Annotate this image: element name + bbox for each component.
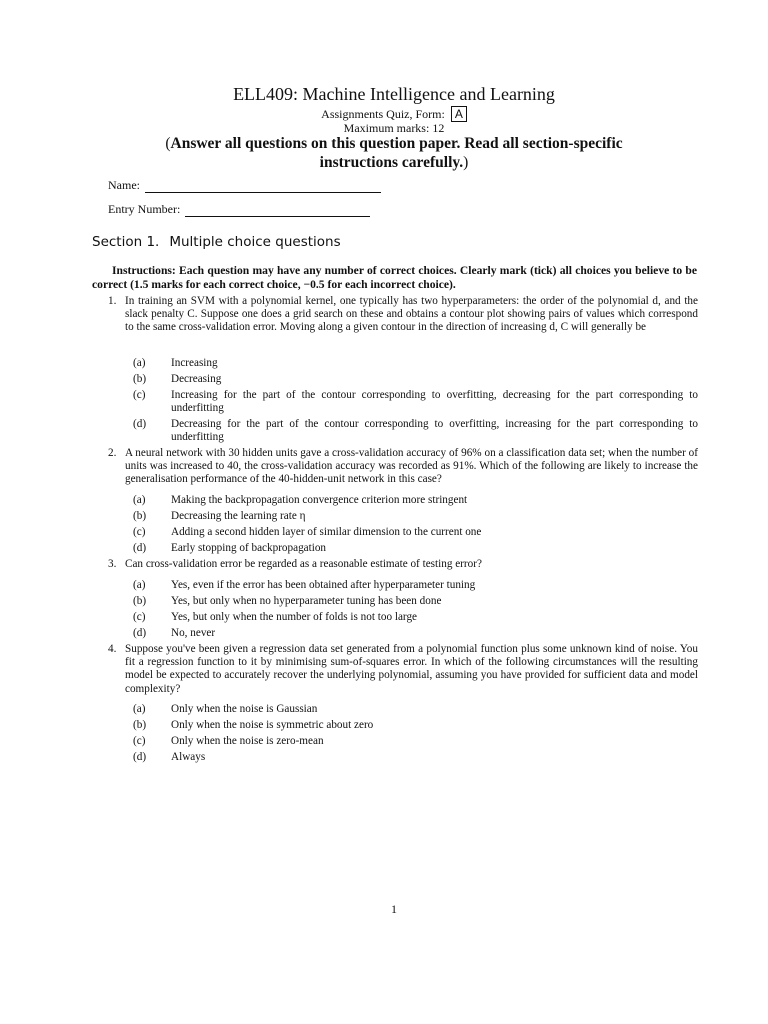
- option-label: (a): [133, 703, 146, 715]
- option-text: Yes, but only when no hyperparameter tuning has been done: [171, 595, 442, 607]
- option-text: Yes, but only when the number of folds is not too large: [171, 611, 418, 623]
- option-label: (b): [133, 510, 147, 522]
- option-label: (c): [133, 611, 146, 623]
- section-number: Section 1.: [92, 234, 160, 250]
- question-4-option-c[interactable]: [133, 735, 698, 748]
- general-instructions: [0, 134, 768, 172]
- question-2-option-a[interactable]: [133, 494, 698, 507]
- instruction-line-1: Answer all questions on this question paper. Read all section-specific: [170, 135, 623, 152]
- option-label: (d): [133, 627, 147, 639]
- option-label: (a): [133, 494, 146, 506]
- option-text: Decreasing the learning rate η: [171, 510, 306, 522]
- name-field[interactable]: [108, 178, 381, 193]
- entry-number-label: Entry Number:: [108, 202, 181, 216]
- option-text: Decreasing for the part of the contour corresponding to overfitting, increasing for the part corresponding to underfitting: [171, 418, 698, 444]
- question-2-option-d[interactable]: [133, 542, 698, 555]
- option-label: (d): [133, 418, 147, 430]
- question-2-option-b[interactable]: [133, 510, 698, 523]
- name-label: Name:: [108, 178, 140, 192]
- option-text: Only when the noise is Gaussian: [171, 703, 318, 715]
- option-text: Early stopping of backpropagation: [171, 542, 327, 554]
- question-3-option-d[interactable]: [133, 627, 698, 640]
- option-label: (a): [133, 357, 146, 369]
- option-text: Only when the noise is symmetric about zero: [171, 719, 374, 731]
- question-1-option-c[interactable]: [133, 389, 698, 415]
- option-label: (c): [133, 526, 146, 538]
- question-4-option-a[interactable]: [133, 703, 698, 716]
- paren-open: (: [165, 135, 171, 152]
- question-number: 1.: [108, 295, 117, 307]
- instruction-line-2: instructions carefully.: [319, 154, 464, 171]
- question-3-option-c[interactable]: [133, 611, 698, 624]
- option-text: Adding a second hidden layer of similar dimension to the current one: [171, 526, 482, 538]
- option-text: Increasing: [171, 357, 218, 369]
- question-4: [108, 643, 698, 696]
- question-text: A neural network with 30 hidden units gave a cross-validation accuracy of 96% on a classification data set; when the number of units was increased to 40, the cross-validation accuracy was recorded as 91%. Which of the following are likely to increase the generalisation performance of the 40-hidden-unit network in this case?: [125, 447, 698, 486]
- question-1-option-a[interactable]: [133, 357, 698, 370]
- question-number: 4.: [108, 643, 117, 655]
- option-text: Increasing for the part of the contour corresponding to overfitting, decreasing for the part corresponding to underfitting: [171, 389, 698, 415]
- question-number: 3.: [108, 558, 117, 570]
- paren-close: ): [463, 154, 469, 171]
- question-1-option-d[interactable]: [133, 418, 698, 444]
- option-label: (a): [133, 579, 146, 591]
- option-text: Always: [171, 751, 206, 763]
- option-label: (b): [133, 595, 147, 607]
- option-label: (b): [133, 373, 147, 385]
- option-label: (c): [133, 735, 146, 747]
- name-blank-line[interactable]: [145, 180, 381, 193]
- quiz-form-line: [0, 106, 768, 122]
- question-2-option-c[interactable]: [133, 526, 698, 539]
- question-4-option-d[interactable]: [133, 751, 698, 764]
- entry-number-field[interactable]: [108, 202, 370, 217]
- option-text: Only when the noise is zero-mean: [171, 735, 324, 747]
- option-label: (c): [133, 389, 146, 401]
- entry-number-blank-line[interactable]: [185, 204, 370, 217]
- question-1-option-b[interactable]: [133, 373, 698, 386]
- option-label: (b): [133, 719, 147, 731]
- question-3: [108, 558, 698, 571]
- option-label: (d): [133, 751, 147, 763]
- page-number: 1: [391, 902, 397, 916]
- question-text: Can cross-validation error be regarded as a reasonable estimate of testing error?: [125, 558, 482, 570]
- option-text: No, never: [171, 627, 216, 639]
- question-3-option-a[interactable]: [133, 579, 698, 592]
- quiz-label: Assignments Quiz, Form:: [321, 107, 445, 121]
- question-3-option-b[interactable]: [133, 595, 698, 608]
- section-heading: [92, 234, 341, 250]
- question-number: 2.: [108, 447, 117, 459]
- option-text: Making the backpropagation convergence criterion more stringent: [171, 494, 468, 506]
- max-marks: Maximum marks: 12: [343, 121, 445, 135]
- option-text: Decreasing: [171, 373, 222, 385]
- question-4-option-b[interactable]: [133, 719, 698, 732]
- section-title: Multiple choice questions: [169, 234, 341, 250]
- option-label: (d): [133, 542, 147, 554]
- page-title: ELL409: Machine Intelligence and Learning: [233, 84, 555, 104]
- question-2: [108, 447, 698, 487]
- question-1: [108, 295, 698, 335]
- option-text: Yes, even if the error has been obtained after hyperparameter tuning: [171, 579, 476, 591]
- section-instructions: Instructions: Each question may have any number of correct choices. Clearly mark (tick) all choices you believe to be correct (1.5 marks for each correct choice, −0.5 for each incorrect choice).: [92, 264, 697, 291]
- question-text: Suppose you've been given a regression data set generated from a polynomial function plus some unknown kind of noise. You fit a regression function to it by minimising sum-of-squares error. In which of the following circumstances will the resulting model be expected to accurately recover the underlying polynomial, assuming you have provided for sufficient data and model complexity?: [125, 643, 698, 695]
- form-letter-box: A: [451, 106, 467, 122]
- question-text: In training an SVM with a polynomial kernel, one typically has two hyperparameters: the order of the polynomial d, and the slack penalty C. Suppose one does a grid search on these and obtains a contour plot showing pairs of values which correspond to the same cross-validation error. Moving along a given contour in the direction of increasing d, C will generally be: [125, 295, 698, 334]
